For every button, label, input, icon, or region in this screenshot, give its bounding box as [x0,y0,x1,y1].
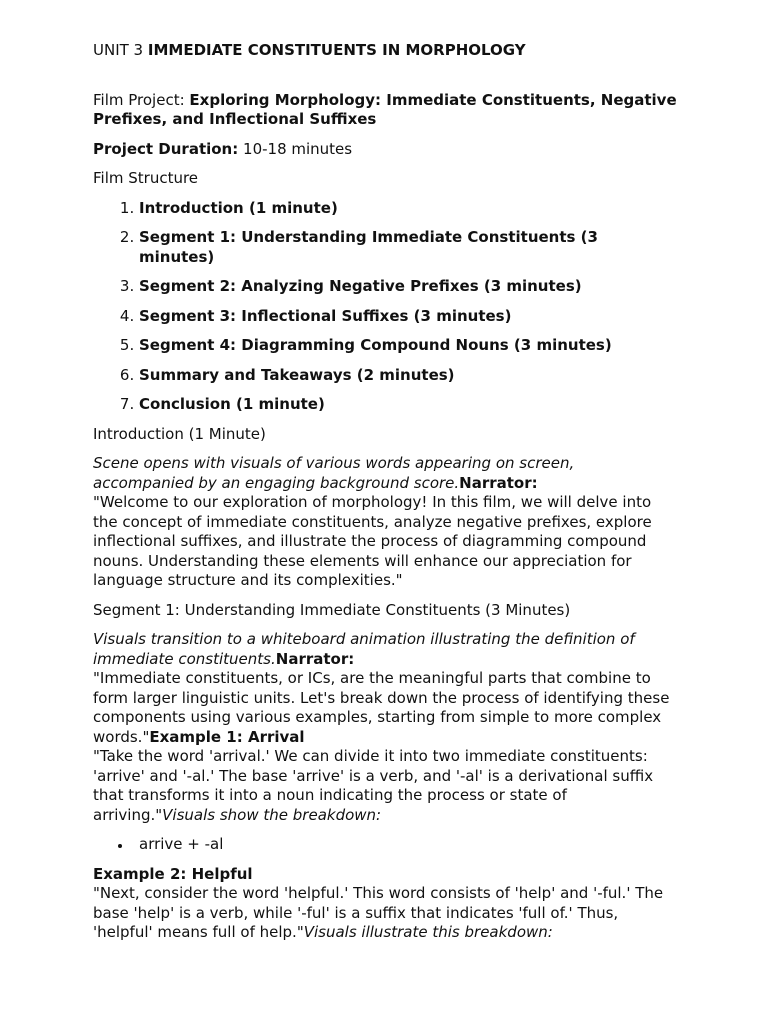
example1-visual-note: Visuals show the breakdown: [162,805,382,824]
segment1-body [93,630,678,825]
segment1-heading: Segment 1: Understanding Immediate Constituents (3 Minutes) [93,600,571,619]
unit-label: UNIT 3 [93,41,144,59]
film-project-label: Film Project: [93,90,185,109]
introduction-narration: "Welcome to our exploration of morphology! In this film, we will delve into the concept of immediate constituents, analyze negative prefixes, explore inflectional suffixes, and illustrate the process of diagramming compound nouns. Understanding these elements will enhance our appreciation for language structure and its complexities." [93,493,652,589]
segment1-narrator-label: Narrator: [275,649,355,668]
structure-item: 1. Introduction (1 minute) [139,199,678,219]
film-project-title: Exploring Morphology: Immediate Constituents, Negative Prefixes, and Inflectional Suffixes [93,90,677,128]
structure-item: 7. Conclusion (1 minute) [139,395,678,415]
introduction-heading: Introduction (1 Minute) [93,424,266,443]
film-project-line [93,91,678,130]
film-structure-list [93,199,678,415]
breakdown-item: arrive + -al [139,835,678,855]
structure-item: 2. Segment 1: Understanding Immediate Constituents (3 minutes) [139,228,678,267]
introduction-scene: Scene opens with visuals of various words appearing on screen, accompanied by an engaging background score. [93,454,575,492]
structure-item: 5. Segment 4: Diagramming Compound Nouns (3 minutes) [139,336,678,356]
structure-item: 3. Segment 2: Analyzing Negative Prefixes (3 minutes) [139,277,678,297]
project-duration-label: Project Duration: [93,139,239,158]
project-duration-value: 10-18 minutes [243,139,353,158]
project-duration-line [93,140,678,160]
unit-title: IMMEDIATE CONSTITUENTS IN MORPHOLOGY [147,41,526,59]
example1-label: Example 1: Arrival [149,727,305,746]
structure-item: 4. Segment 3: Inflectional Suffixes (3 minutes) [139,307,678,327]
unit-heading [93,41,678,61]
film-structure-heading: Film Structure [93,169,199,187]
example2-text: "Next, consider the word 'helpful.' This word consists of 'help' and '-ful.' The base 'help' is a verb, while '-ful' is a suffix that indicates 'full of.' Thus, 'helpful' means full of help." [93,884,664,941]
segment1-narration: "Immediate constituents, or ICs, are the meaningful parts that combine to form larger linguistic units. Let's break down the process of identifying these components using various examples, starting from simple to more complex words." [93,669,670,746]
example1-breakdown-list [93,835,678,855]
introduction-body [93,454,678,591]
example2-block [93,865,678,943]
example2-visual-note: Visuals illustrate this breakdown: [303,923,553,941]
structure-item: 6. Summary and Takeaways (2 minutes) [139,366,678,386]
example1-text: "Take the word 'arrival.' We can divide it into two immediate constituents: 'arrive' and '-al.' The base 'arrive' is a verb, and '-al' is a derivational suffix that transforms it into a noun indicating the process or state of arriving." [93,747,654,824]
segment1-scene: Visuals transition to a whiteboard animation illustrating the definition of immediate constituents. [93,630,635,668]
example2-label: Example 2: Helpful [93,864,253,883]
introduction-narrator-label: Narrator: [459,473,538,492]
